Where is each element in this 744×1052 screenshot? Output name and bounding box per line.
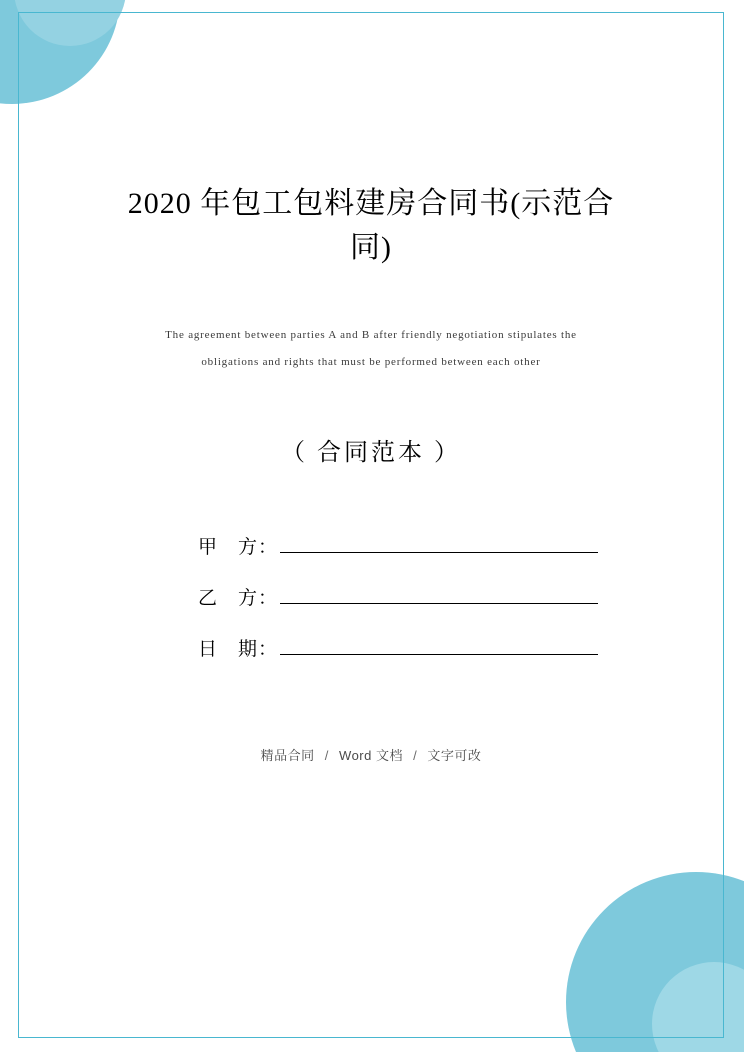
- field-row-party-a: [198, 532, 598, 559]
- footer-note-part-1: 精品合同: [260, 748, 315, 763]
- document-content: [18, 12, 724, 1038]
- english-subtitle-line-2: obligations and rights that must be performed between each other: [201, 356, 541, 368]
- page-title: 2020 年包工包料建房合同书(示范合同): [127, 187, 615, 264]
- sample-contract-label: （ 合同范本 ）: [281, 440, 461, 466]
- english-subtitle-line-1: The agreement between parties A and B after friendly negotiation stipulates the: [165, 329, 577, 341]
- field-row-party-b: [198, 583, 598, 610]
- field-label-date: 日 期：: [198, 639, 279, 660]
- footer-note-part-3: 文字可改: [427, 748, 482, 763]
- field-row-date: [198, 634, 598, 661]
- footer-separator-1: /: [324, 748, 329, 763]
- field-label-party-a: 甲 方：: [198, 537, 279, 558]
- footer-note-part-2: Word 文档: [339, 748, 403, 763]
- field-label-party-b: 乙 方：: [198, 588, 279, 609]
- english-subtitle: [128, 322, 614, 376]
- field-input-date[interactable]: [280, 634, 598, 655]
- footer-separator-2: /: [413, 748, 418, 763]
- field-input-party-a[interactable]: [280, 532, 598, 553]
- field-input-party-b[interactable]: [280, 583, 598, 604]
- footer-note: [128, 745, 614, 764]
- signature-fields: [198, 532, 598, 685]
